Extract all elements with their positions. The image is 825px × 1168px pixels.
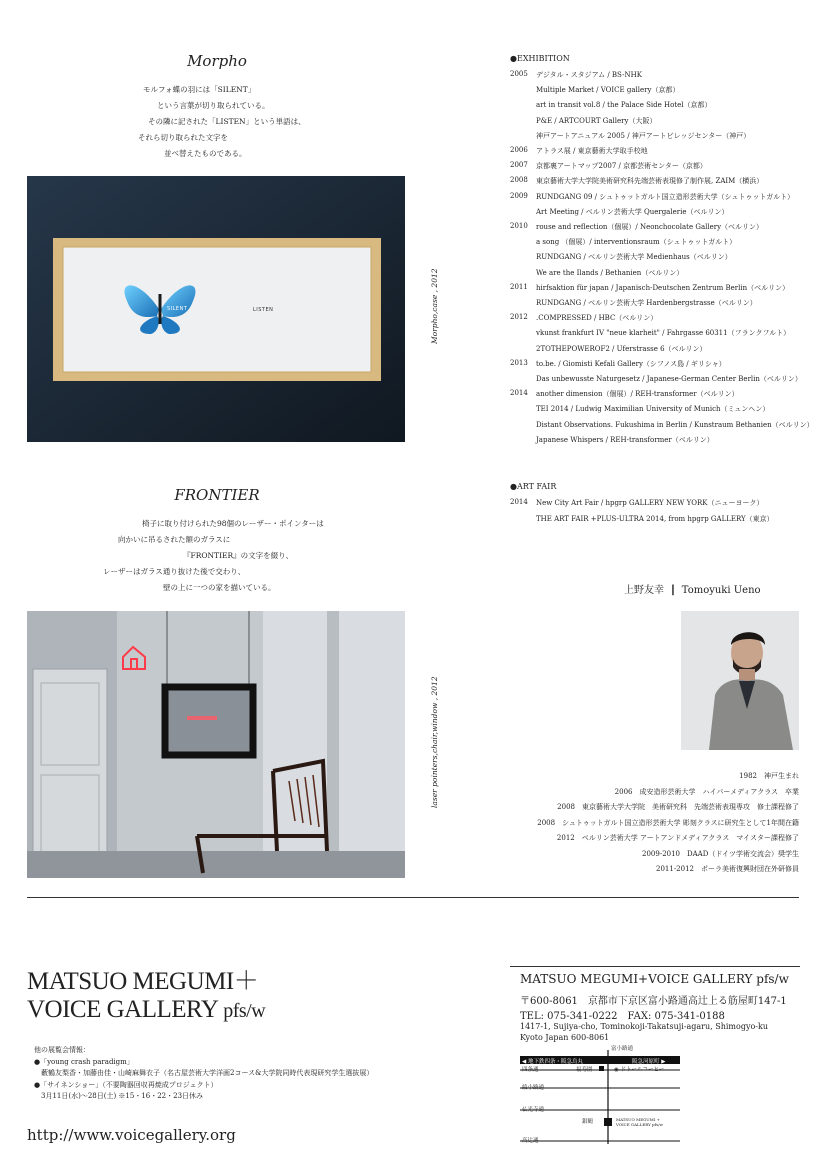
- map-label-street: 四条通: [522, 1067, 539, 1073]
- gallery-logo: [27, 968, 265, 1025]
- map-label-gallery-1: MATSUO MEGUMI +: [616, 1117, 660, 1122]
- list-item-text: TEI 2014 / Ludwig Maximilian University of Munich（ミュンヘン）: [536, 405, 770, 414]
- frontier-photo: [27, 611, 405, 878]
- list-item-text: アトラス展 / 東京藝術大学取手校地: [536, 147, 648, 155]
- list-item-text: Distant Observations. Fukushima in Berlin / Kunstraum Bethanien（ベルリン）: [536, 420, 814, 429]
- list-item-text: Das unbewusste Naturgesetz / Japanese-German Center Berlin（ベルリン）: [536, 375, 802, 383]
- list-item-text: 2TOTHEPOWEROF2 / Uferstrasse 6（ベルリン）: [536, 344, 707, 353]
- listen-word: LISTEN: [253, 307, 274, 313]
- logo-suffix: pfs/w: [223, 1000, 266, 1022]
- map-label-top-street: 富小路通: [611, 1046, 634, 1052]
- list-item-year: 2014: [510, 389, 528, 398]
- list-item: 2008 東京藝術大学大学院 美術研究科 先端芸術表現専攻 修士課程修了: [557, 803, 799, 811]
- list-item-text: 神戸アートアニュアル 2005 / 神戸アートビレッジセンター（神戸）: [536, 131, 751, 140]
- artist-name-jp: 上野友幸: [624, 585, 664, 596]
- list-item-year: 2013: [510, 358, 528, 367]
- list-item-year: 2011: [510, 282, 528, 291]
- frontier-line: レーザーはガラス通り抜けた後で交わり、: [103, 567, 246, 576]
- list-item: 2011-2012 ポーラ美術復興財団在外研修員: [656, 865, 799, 873]
- frontier-installation-image: [27, 611, 405, 878]
- other-exhibition-item: 藪鶴友梨香・加藤由佳・山崎麻舞衣子（名古屋芸術大学洋画2コース&大学院同時代表現研究学生選抜展）: [34, 1069, 374, 1077]
- list-item-text: hirfsaktion für japan / Japanisch-Deutschen Zentrum Berlin（ベルリン）: [536, 283, 790, 292]
- morpho-photo: [27, 176, 405, 442]
- artist-portrait: [681, 611, 799, 750]
- list-item-text: 京都裏アートマップ2007 / 京都芸術センター（京都）: [536, 162, 707, 171]
- list-item-text: New City Art Fair / hpgrp GALLERY NEW YORK（ニューヨーク）: [536, 499, 764, 507]
- access-map: [520, 1044, 680, 1144]
- other-exhibition-item: ●「サイネンショー」（不要陶器回収再焼成プロジェクト）: [34, 1080, 218, 1089]
- morpho-line: その隣に記された「LISTEN」という単語は、: [148, 117, 306, 126]
- list-item-year: 2009: [510, 191, 528, 200]
- frontier-line: 向かいに吊るされた額のガラスに: [118, 535, 231, 544]
- address-jp: 〒600-8061 京都市下京区富小路通高辻上る筋屋町147-1: [520, 996, 787, 1007]
- logo-line-1: MATSUO MEGUMI＋: [27, 968, 259, 995]
- list-item-text: デジタル・スタジアム / BS-NHK: [536, 71, 642, 79]
- map-label-shop: 銀鶴: [582, 1119, 594, 1125]
- list-item: 2006 成安造形芸術大学 ハイパーメディアクラス 卒業: [614, 787, 799, 796]
- morpho-line: それら切り取られた文字を: [138, 133, 228, 142]
- frontier-caption: laser pointers,chair,window , 2012: [430, 676, 439, 808]
- list-item-year: 2014: [510, 498, 528, 506]
- frontier-line: 椅子に取り付けられた98個のレーザー・ポインターは: [142, 519, 324, 528]
- list-item-text: another dimension（個展）/ REH-transformer（ベルリン）: [536, 390, 739, 399]
- list-item-text: Multiple Market / VOICE gallery（京都）: [536, 86, 680, 95]
- list-item-text: THE ART FAIR +PLUS-ULTRA 2014, from hpgrp GALLERY（東京）: [536, 514, 774, 523]
- list-item-text: P&E / ARTCOURT Gallery（大阪）: [536, 116, 657, 125]
- list-item-text: RUNDGANG 09 / シュトゥットガルト国立造形芸術大学（シュトゥットガルト）: [536, 192, 795, 201]
- morpho-line: という言葉が切り取られている。: [157, 101, 270, 110]
- art-fair-list: [510, 498, 820, 532]
- art-fair-heading: ●ART FAIR: [510, 482, 557, 491]
- address-top-rule: [510, 966, 800, 967]
- other-exhibition-item: ●「young crash paradigm」: [34, 1057, 134, 1066]
- list-item-text: rouse and reflection（個展）/ Neonchocolate Gallery（ベルリン）: [536, 223, 764, 231]
- list-item-text: We are the Ilands / Bethanien（ベルリン）: [536, 268, 684, 277]
- morpho-line: モルフォ蝶の羽には「SILENT」: [143, 85, 256, 94]
- artist-name-en: Tomoyuki Ueno: [681, 585, 761, 596]
- list-item-year: 2008: [510, 176, 528, 185]
- artist-biography: [470, 771, 799, 883]
- list-item-year: 2007: [510, 161, 528, 170]
- frontier-line: 『FRONTIER』の文字を綴り、: [183, 551, 294, 560]
- name-separator: ┃: [670, 586, 676, 596]
- exhibition-heading: ●EXHIBITION: [510, 54, 570, 63]
- address-en-1: 1417-1, Sujiya-cho, Tominokoji-Takatsuji-agaru, Shimogyo-ku: [520, 1022, 768, 1031]
- list-item: 1982 神戸生まれ: [739, 772, 799, 780]
- list-item-year: 2010: [510, 222, 528, 230]
- list-item: 2008 シュトゥットガルト国立造形芸術大学 彫刻クラスに研究生として1年間在籍: [537, 818, 799, 827]
- list-item-text: RUNDGANG / ベルリン芸術大学 Hardenbergstrasse（ベルリン）: [536, 299, 757, 307]
- other-exhibitions: [34, 1045, 373, 1103]
- morpho-title: Morpho: [187, 52, 247, 70]
- logo-line-2: VOICE GALLERY: [27, 996, 218, 1023]
- other-exhibitions-heading: 他の展覧会情報：: [34, 1046, 90, 1054]
- list-item-text: a song （個展）/ interventionsraum（シュトゥットガルト）: [536, 238, 737, 247]
- list-item-text: to.be. / Giomisti Kefali Gallery（シフノス島 / ギリシャ）: [536, 359, 726, 368]
- frontier-line: 壁の上に一つの家を描いている。: [163, 583, 276, 592]
- map-label-subway-right: 阪急河原町 ▶: [632, 1059, 666, 1065]
- portrait-image: [681, 611, 799, 750]
- list-item: 2009-2010 DAAD（ドイツ学術交流会）奨学生: [642, 849, 799, 858]
- list-item-text: RUNDGANG / ベルリン芸術大学 Medienhaus（ベルリン）: [536, 253, 732, 262]
- map-label-street: 綾小路通: [522, 1085, 545, 1091]
- frontier-title: FRONTIER: [174, 486, 260, 504]
- map-label-gallery-2: VOICE GALLERY pfs/w: [616, 1122, 663, 1127]
- morpho-caption: Morpho,case , 2012: [430, 268, 439, 344]
- map-label-subway-left: ◀ 地下鉄四条・阪急烏丸: [522, 1059, 583, 1065]
- list-item-year: 2005: [510, 70, 528, 78]
- list-item-text: Art Meeting / ベルリン芸術大学 Quergalerie（ベルリン）: [536, 207, 729, 216]
- list-item-text: Japanese Whispers / REH-transformer（ベルリン）: [536, 435, 714, 444]
- address-title: MATSUO MEGUMI+VOICE GALLERY pfs/w: [520, 972, 789, 986]
- section-divider: [27, 897, 799, 898]
- gallery-website-link[interactable]: http://www.voicegallery.org: [27, 1126, 236, 1144]
- list-item-text: vkunst frankfurt IV "neue klarheit" / Fahrgasse 60311（フランクフルト）: [536, 329, 791, 338]
- silent-word: SILENT: [167, 306, 188, 312]
- map-label-street: 高辻通: [522, 1138, 539, 1144]
- map-label-street: 仏光寺通: [522, 1107, 545, 1113]
- morpho-artwork-image: [27, 176, 405, 442]
- morpho-line: 並べ替えたものである。: [164, 149, 247, 158]
- other-exhibition-item: 3月11日(水)〜28日(土) ※15・16・22・23日休み: [34, 1092, 204, 1100]
- map-label-doutor: ◉ ドトールコーヒー: [614, 1067, 665, 1073]
- tel-fax: TEL: 075-341-0222 FAX: 075-341-0188: [520, 1011, 725, 1022]
- list-item-year: 2006: [510, 146, 528, 154]
- list-item-year: 2012: [510, 313, 528, 322]
- list-item-text: art in transit vol.8 / the Palace Side Hotel（京都）: [536, 101, 712, 110]
- map-label-fukuya: 福寿園: [576, 1067, 593, 1073]
- list-item: 2012 ベルリン芸術大学 アートアンドメディアクラス マイスター課程修了: [556, 834, 799, 842]
- exhibition-list: [510, 70, 820, 450]
- address-en-2: Kyoto Japan 600-8061: [520, 1033, 610, 1042]
- list-item-text: 東京藝術大学大学院美術研究科先端芸術表現修了制作展, ZAIM（横浜）: [536, 177, 764, 186]
- artist-name: [624, 581, 761, 596]
- list-item-text: .COMPRESSED / HBC（ベルリン）: [536, 314, 658, 323]
